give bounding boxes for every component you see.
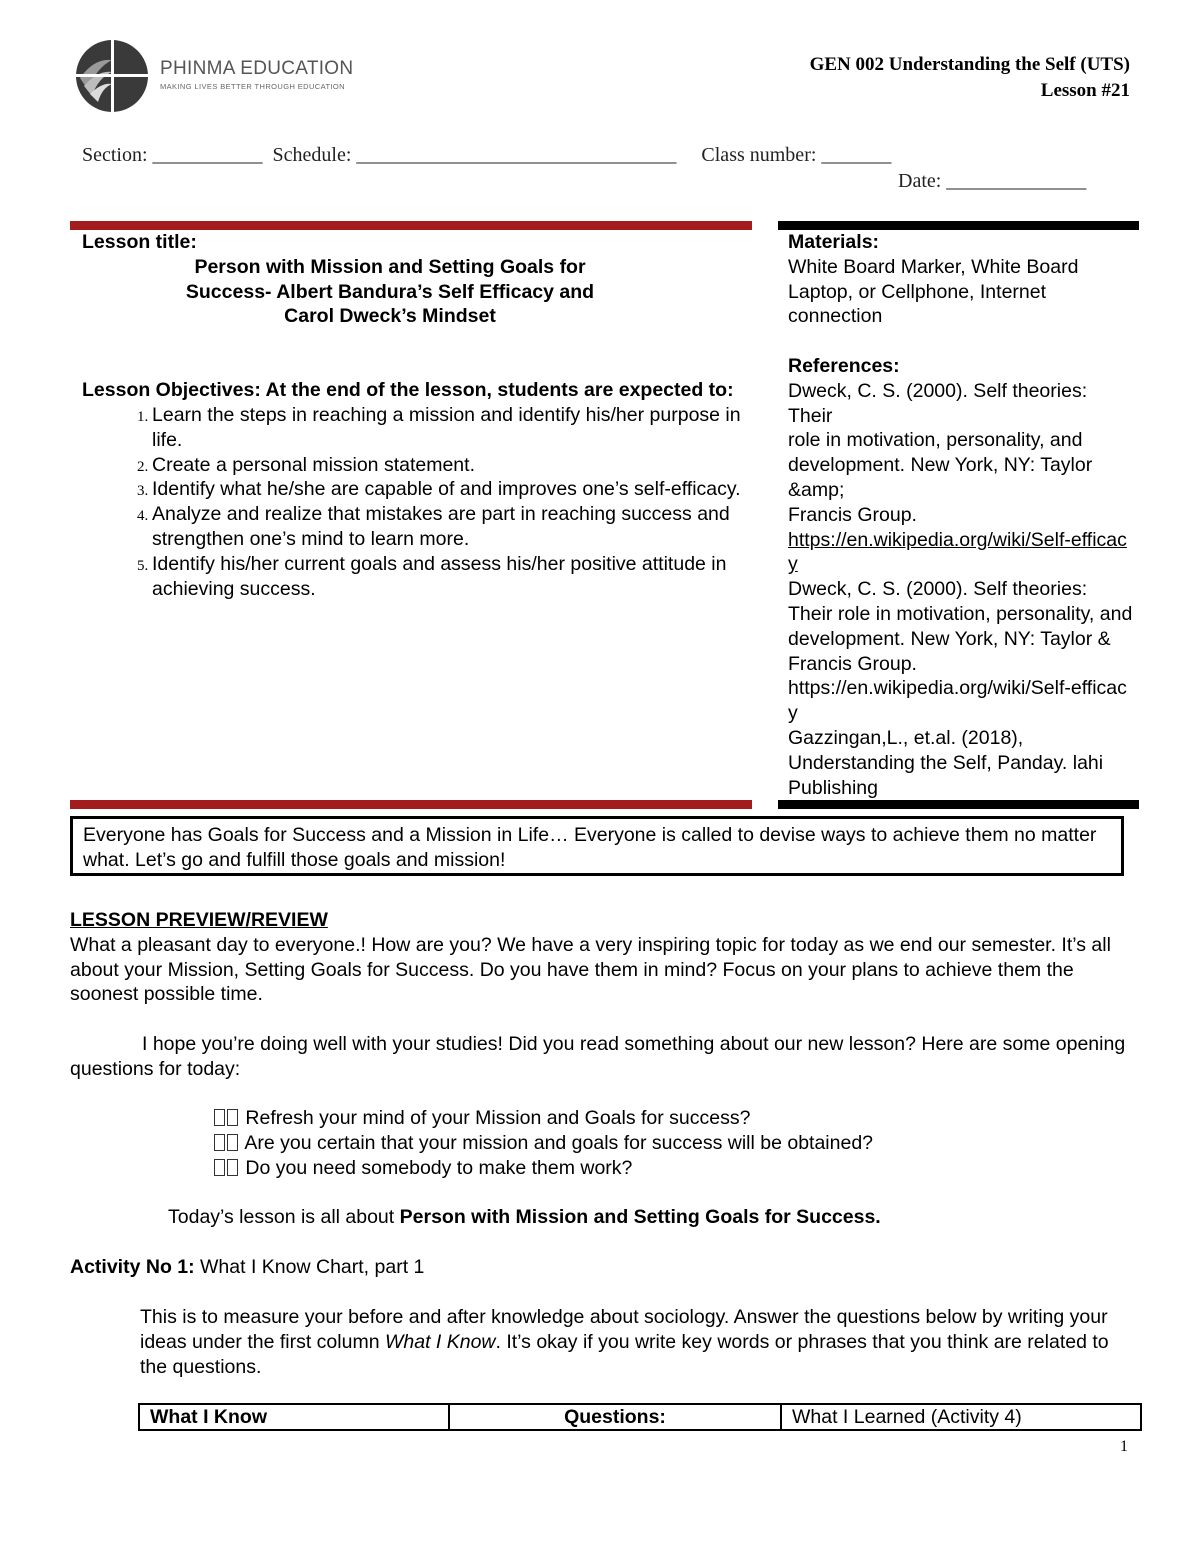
logo-name: PHINMA EDUCATION — [160, 58, 354, 79]
top-black-divider — [778, 221, 1139, 230]
objective-item: 5. Identify his/her current goals and assess his/her positive attitude in achieving success. — [152, 552, 742, 602]
page-number: 1 — [1120, 1438, 1128, 1455]
reference-entry: Dweck, C. S. (2000). Self theories: Their role in motivation, personality, and development. New York, NY: Taylor & Francis Group. — [788, 578, 1133, 675]
date-line: Date: ______________ — [898, 170, 1087, 192]
header-questions: Questions: — [449, 1404, 781, 1430]
today-prefix: Today’s lesson is all about — [168, 1206, 400, 1228]
activity-heading — [70, 1255, 1130, 1280]
instruction-text: This is to measure your before and after knowledge about sociology. Answer the questions below by writing your ideas under the first column — [140, 1306, 1108, 1353]
lesson-preview — [70, 908, 1130, 1082]
bottom-black-divider — [778, 800, 1139, 809]
bottom-red-divider — [70, 800, 752, 809]
objective-item: 4. Analyze and realize that mistakes are part in reaching success and strengthen one’s mind to learn more. — [152, 502, 742, 552]
lesson-title-line: Success- Albert Bandura’s Self Efficacy and — [185, 280, 595, 303]
box-glyph-icon — [214, 1134, 225, 1151]
reference-link[interactable]: https://en.wikipedia.org/wiki/Self-efficacy — [788, 528, 1127, 576]
section-schedule-line: Section: ___________ Schedule: ________________________________ Class number: _______ — [82, 144, 892, 166]
instruction-italic: What I Know — [384, 1330, 496, 1353]
lesson-title-line: Person with Mission and Setting Goals for — [194, 255, 586, 278]
callout-box: Everyone has Goals for Success and a Mission in Life… Everyone is called to devise ways to achieve them no matter what. Let’s go and fulfill those goals and mission! — [70, 816, 1124, 876]
today-topic: Person with Mission and Setting Goals for Success. — [399, 1206, 881, 1228]
box-glyph-icon — [227, 1134, 238, 1151]
kwl-table — [138, 1403, 1142, 1431]
activity-label: Activity No 1: — [70, 1256, 195, 1278]
objective-item: 2. Create a personal mission statement. — [152, 453, 742, 478]
box-glyph-icon — [227, 1109, 238, 1126]
objective-item: 1. Learn the steps in reaching a mission and identify his/her purpose in life. — [152, 403, 742, 453]
objectives-list — [82, 403, 742, 601]
header-what-i-know: What I Know — [139, 1404, 449, 1430]
materials-label: Materials: — [788, 231, 880, 253]
lesson-number: Lesson #21 — [1040, 80, 1130, 101]
question-item — [214, 1106, 873, 1131]
preview-paragraph: I hope you’re doing well with your studies! Did you read something about our new lesson? Here are some opening questions for today: — [70, 1032, 1126, 1080]
materials-references-column — [788, 230, 1133, 800]
materials-text: White Board Marker, White Board Laptop, or Cellphone, Internet connection — [788, 255, 1079, 328]
question-text: Refresh your mind of your Mission and Goals for success? — [245, 1107, 751, 1129]
table-header-row — [139, 1404, 1141, 1430]
header-what-i-learned: What I Learned (Activity 4) — [781, 1404, 1141, 1430]
logo-tagline: MAKING LIVES BETTER THROUGH EDUCATION — [160, 82, 345, 91]
question-item — [214, 1131, 873, 1156]
lesson-column — [82, 230, 742, 601]
question-text: Are you certain that your mission and goals for success will be obtained? — [244, 1131, 874, 1154]
lesson-title-line: Carol Dweck’s Mindset — [284, 305, 496, 328]
lesson-title — [130, 255, 650, 329]
course-header — [810, 52, 1130, 104]
instruction-text: . It’s okay if you write key words or phrases that you think are related to the questions. — [140, 1330, 1109, 1378]
top-red-divider — [70, 221, 752, 230]
reference-url: https://en.wikipedia.org/wiki/Self-efficacy — [788, 677, 1127, 725]
reference-line: Dweck, C. S. (2000). Self theories: Their — [788, 379, 1088, 427]
preview-heading: LESSON PREVIEW/REVIEW — [70, 909, 328, 931]
lesson-title-label: Lesson title: — [82, 231, 197, 253]
opening-questions — [214, 1106, 873, 1180]
course-title: GEN 002 Understanding the Self (UTS) — [809, 54, 1130, 75]
objective-item: 3. Identify what he/she are capable of and improves one’s self-efficacy. — [152, 477, 742, 502]
preview-paragraph: What a pleasant day to everyone.! How are you? We have a very inspiring topic for today as we end our semester. It’s all about your Mission, Setting Goals for Success. Do you have them in mind? Focus on your plans to achieve them the soonest possible time. — [70, 933, 1111, 1006]
reference-entry: Gazzingan,L., et.al. (2018), Understanding the Self, Panday. lahi Publishing — [788, 726, 1104, 799]
box-glyph-icon — [227, 1159, 238, 1176]
box-glyph-icon — [214, 1109, 225, 1126]
reference-line: Francis Group. — [788, 503, 917, 526]
today-lesson-line — [168, 1205, 1128, 1230]
activity-name: What I Know Chart, part 1 — [194, 1256, 425, 1278]
references-label: References: — [788, 354, 900, 377]
reference-line: role in motivation, personality, and development. New York, NY: Taylor &amp; — [788, 429, 1093, 501]
question-text: Do you need somebody to make them work? — [245, 1156, 633, 1179]
objectives-label: Lesson Objectives: At the end of the lesson, students are expected to: — [82, 379, 734, 402]
box-glyph-icon — [214, 1159, 225, 1176]
activity-instructions — [140, 1305, 1130, 1379]
question-item — [214, 1156, 873, 1181]
